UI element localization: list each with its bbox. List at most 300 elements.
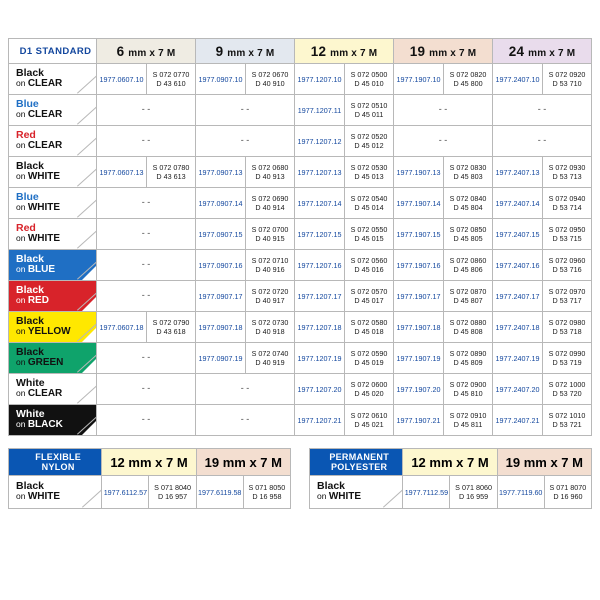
cell-article: 1977.2407.20 (493, 374, 543, 405)
cell-article: 1977.1907.10 (394, 64, 444, 95)
row-label-white-on-black (9, 405, 97, 436)
cell-article: 1977.2407.16 (493, 250, 543, 281)
row-label-prefix: on (317, 491, 329, 502)
cell-codes (149, 476, 196, 509)
cell-code-s: S 072 0940 (548, 194, 586, 203)
cell-code-d: D 40 913 (255, 172, 285, 181)
cell-article: 1977.1907.13 (394, 157, 444, 188)
cell-code-s: S 072 0600 (350, 380, 388, 389)
cell-article: 1977.0907.13 (196, 157, 246, 188)
row-label-line1: Red (16, 221, 36, 234)
cell-code-d: D 45 021 (354, 420, 384, 429)
cell-codes (444, 188, 493, 219)
cell-codes (444, 219, 493, 250)
cell-code-s: S 072 1010 (548, 411, 586, 420)
header-size-19mm-value: 19 (409, 43, 426, 59)
row-label-color: BLUE (27, 264, 56, 276)
cell-article: 1977.1907.20 (394, 374, 444, 405)
flexible-header-row (9, 449, 291, 476)
cell-article: 1977.1907.19 (394, 343, 444, 374)
row-label-color: CLEAR (27, 109, 63, 121)
cell-codes (246, 250, 295, 281)
cell-codes (345, 126, 394, 157)
cell-code-s: S 072 0590 (350, 349, 388, 358)
cell-article: 1977.0907.10 (196, 64, 246, 95)
cell-code-s: S 071 8060 (455, 483, 492, 492)
table-row (9, 374, 592, 405)
cell-code-s: S 072 0980 (548, 318, 586, 327)
row-label-line2: on GREEN (16, 357, 64, 369)
cell-code-d: D 40 914 (255, 203, 285, 212)
cell-code-d: D 40 919 (255, 358, 285, 367)
row-label-prefix: on (16, 491, 28, 502)
polyester-header-row (310, 449, 592, 476)
cell-article: 1977.1207.17 (295, 281, 345, 312)
flexible-size-12mm-unit: mm x 7 M (128, 454, 188, 470)
cell-article: 1977.0607.10 (97, 64, 147, 95)
cell-code-s: S 072 0920 (548, 70, 586, 79)
cell-codes (246, 343, 295, 374)
polyester-size-12mm-value: 12 (411, 454, 426, 470)
cell-code-d: D 45 811 (453, 420, 483, 429)
table-row (9, 64, 592, 95)
table-row (9, 405, 592, 436)
cell-codes (444, 64, 493, 95)
header-size-12mm-unit: mm x 7 M (330, 47, 378, 59)
cell-code-d: D 45 011 (354, 110, 384, 119)
cell-codes (543, 405, 592, 436)
cell-article: 1977.1907.18 (394, 312, 444, 343)
table-row (9, 157, 592, 188)
cell-code-s: S 072 0820 (449, 70, 487, 79)
cell-code-s: S 072 0610 (350, 411, 388, 420)
cell-article: 1977.1907.15 (394, 219, 444, 250)
cell-codes (345, 95, 394, 126)
cell-code-d: D 53 721 (552, 420, 582, 429)
flexible-size-19mm-value: 19 (204, 454, 220, 470)
cell-article: 1977.1207.15 (295, 219, 345, 250)
table-row (9, 312, 592, 343)
header-size-9mm-unit: mm x 7 M (227, 47, 275, 59)
row-label-black-on-white (9, 157, 97, 188)
row-label-white-on-clear (9, 374, 97, 405)
cell-code-s: S 072 0960 (548, 256, 586, 265)
cell-codes (543, 281, 592, 312)
cell-empty: - - (493, 126, 592, 157)
row-label-line2: on WHITE (16, 171, 61, 183)
cell-article: 1977.1907.16 (394, 250, 444, 281)
folded-corner-line-icon (76, 291, 96, 311)
folded-corner-line-icon (76, 353, 96, 373)
cell-code-d: D 45 016 (354, 265, 384, 274)
cell-article: 1977.1207.16 (295, 250, 345, 281)
cell-code-d: D 40 910 (255, 79, 285, 88)
cell-code-s: S 072 0740 (251, 349, 289, 358)
cell-code-d: D 16 958 (252, 492, 282, 501)
cell-codes (345, 312, 394, 343)
row-label-line1: Blue (16, 97, 39, 110)
cell-code-d: D 45 015 (354, 234, 384, 243)
cell-code-s: S 072 0890 (449, 349, 487, 358)
cell-codes (243, 476, 290, 509)
cell-article: 1977.7112.59 (403, 476, 450, 509)
folded-corner-line-icon (76, 74, 96, 94)
cell-article: 1977.1207.11 (295, 95, 345, 126)
row-label-line2: on WHITE (16, 202, 61, 214)
cell-code-s: S 072 0730 (251, 318, 289, 327)
folded-corner-line-icon (81, 488, 101, 508)
cell-code-s: S 072 0870 (449, 287, 487, 296)
row-label-line1: Black (16, 252, 45, 265)
folded-corner-line-icon (76, 198, 96, 218)
cell-code-s: S 072 0830 (449, 163, 487, 172)
cell-code-s: S 072 0950 (548, 225, 586, 234)
cell-code-d: D 45 014 (354, 203, 384, 212)
cell-empty: - - (97, 95, 196, 126)
cell-code-d: D 45 020 (354, 389, 384, 398)
cell-code-s: S 072 0540 (350, 194, 388, 203)
header-size-19mm (394, 39, 493, 64)
cell-empty: - - (97, 219, 196, 250)
polyester-size-12mm-unit: mm x 7 M (429, 454, 489, 470)
table-row (9, 126, 592, 157)
header-flexible-nylon (9, 449, 102, 476)
cell-empty: - - (196, 126, 295, 157)
cell-code-d: D 45 806 (453, 265, 483, 274)
cell-code-d: D 53 716 (552, 265, 582, 274)
header-size-19mm-unit: mm x 7 M (429, 47, 477, 59)
folded-corner-line-icon (76, 260, 96, 280)
cell-code-d: D 43 613 (156, 172, 186, 181)
cell-code-d: D 45 804 (453, 203, 483, 212)
cell-code-s: S 072 0550 (350, 225, 388, 234)
header-permanent-polyester-l2: POLYESTER (330, 462, 388, 472)
polyester-size-19mm-unit: mm x 7 M (523, 454, 583, 470)
cell-article: 1977.2407.17 (493, 281, 543, 312)
row-label-blue-on-white (9, 188, 97, 219)
cell-empty: - - (97, 250, 196, 281)
cell-empty: - - (97, 126, 196, 157)
cell-codes (345, 64, 394, 95)
cell-codes (147, 157, 196, 188)
row-label-color: YELLOW (27, 326, 71, 338)
row-label-black-on-blue (9, 250, 97, 281)
cell-codes (543, 157, 592, 188)
cell-code-s: S 072 0840 (449, 194, 487, 203)
cell-codes (543, 343, 592, 374)
header-size-24mm (493, 39, 592, 64)
header-size-9mm (196, 39, 295, 64)
cell-codes (147, 312, 196, 343)
row-label-black-on-yellow (9, 312, 97, 343)
permanent-polyester-table (309, 448, 592, 509)
row-label-black-on-clear (9, 64, 97, 95)
row-label-color: CLEAR (27, 388, 63, 400)
header-size-9mm-value: 9 (215, 43, 224, 59)
folded-corner-line-icon (76, 167, 96, 187)
cell-article: 1977.1207.20 (295, 374, 345, 405)
row-label-black-on-green (9, 343, 97, 374)
cell-codes (345, 188, 394, 219)
cell-code-s: S 072 0530 (350, 163, 388, 172)
header-flexible-nylon-l2: NYLON (41, 462, 75, 472)
row-label-flexible (9, 476, 102, 509)
table-row (9, 95, 592, 126)
cell-codes (444, 405, 493, 436)
cell-code-d: D 40 915 (255, 234, 285, 243)
cell-code-s: S 072 0580 (350, 318, 388, 327)
cell-codes (246, 188, 295, 219)
table-header-row (9, 39, 592, 64)
cell-article: 1977.1207.14 (295, 188, 345, 219)
cell-codes (147, 64, 196, 95)
cell-empty: - - (97, 343, 196, 374)
cell-codes (543, 219, 592, 250)
cell-article: 1977.1207.21 (295, 405, 345, 436)
folded-corner-line-icon (76, 322, 96, 342)
cell-article: 1977.1907.21 (394, 405, 444, 436)
header-size-24mm-value: 24 (508, 43, 525, 59)
flexible-header-size-12mm (102, 449, 196, 476)
cell-empty: - - (97, 405, 196, 436)
cell-article: 1977.1207.10 (295, 64, 345, 95)
cell-codes (444, 343, 493, 374)
row-label-color: RED (27, 295, 49, 307)
row-label-line1: Black (16, 66, 45, 79)
cell-code-d: D 40 918 (255, 327, 285, 336)
row-label-line2: on BLUE (16, 264, 56, 276)
cell-code-d: D 45 805 (453, 234, 483, 243)
cell-code-d: D 53 718 (552, 327, 582, 336)
polyester-header-size-19mm (497, 449, 591, 476)
cell-code-s: S 071 8050 (248, 483, 286, 492)
cell-code-d: D 43 610 (156, 79, 186, 88)
header-permanent-polyester (310, 449, 403, 476)
cell-article: 1977.2407.15 (493, 219, 543, 250)
row-label-line2: on CLEAR (16, 109, 63, 121)
row-label-line1: Blue (16, 190, 39, 203)
cell-article: 1977.0907.18 (196, 312, 246, 343)
table-row (9, 188, 592, 219)
row-label-color: WHITE (328, 491, 362, 503)
row-label-line1: Black (317, 479, 346, 492)
polyester-row-black-on-white (310, 476, 592, 509)
cell-empty: - - (196, 405, 295, 436)
cell-codes (444, 374, 493, 405)
cell-code-s: S 072 0910 (449, 411, 487, 420)
cell-article: 1977.6112.57 (102, 476, 149, 509)
row-label-color: WHITE (27, 171, 61, 183)
polyester-header-size-12mm (403, 449, 497, 476)
cell-code-s: S 071 8040 (154, 483, 191, 492)
table-row (9, 343, 592, 374)
cell-code-d: D 45 013 (354, 172, 384, 181)
cell-code-d: D 45 010 (354, 79, 384, 88)
cell-codes (345, 157, 394, 188)
cell-empty: - - (97, 188, 196, 219)
cell-code-s: S 072 0970 (548, 287, 586, 296)
cell-empty: - - (196, 95, 295, 126)
cell-code-s: S 072 0780 (152, 163, 190, 172)
row-label-color: GREEN (27, 357, 64, 369)
cell-codes (450, 476, 497, 509)
cell-codes (444, 312, 493, 343)
cell-article: 1977.0907.14 (196, 188, 246, 219)
cell-article: 1977.0607.13 (97, 157, 147, 188)
cell-code-s: S 072 0770 (152, 70, 190, 79)
row-label-color: BLACK (27, 419, 63, 431)
cell-code-d: D 45 803 (453, 172, 483, 181)
cell-article: 1977.2407.14 (493, 188, 543, 219)
cell-code-s: S 072 0720 (251, 287, 289, 296)
cell-code-d: D 40 916 (255, 265, 285, 274)
cell-article: 1977.1907.17 (394, 281, 444, 312)
cell-empty: - - (493, 95, 592, 126)
flexible-size-12mm-value: 12 (110, 454, 125, 470)
cell-codes (444, 157, 493, 188)
cell-code-s: S 072 1000 (548, 380, 586, 389)
flexible-row-black-on-white (9, 476, 291, 509)
flexible-nylon-table (8, 448, 291, 509)
row-label-color: CLEAR (27, 78, 63, 90)
row-label-color: CLEAR (27, 140, 63, 152)
cell-code-s: S 072 0900 (449, 380, 487, 389)
cell-code-d: D 45 012 (354, 141, 384, 150)
header-d1-standard: D1 STANDARD (9, 39, 97, 64)
cell-article: 1977.1207.13 (295, 157, 345, 188)
cell-article: 1977.0607.18 (97, 312, 147, 343)
cell-article: 1977.2407.21 (493, 405, 543, 436)
flexible-header-size-19mm (196, 449, 290, 476)
cell-article: 1977.0907.19 (196, 343, 246, 374)
cell-article: 1977.0907.15 (196, 219, 246, 250)
bottom-tables (8, 448, 592, 509)
cell-code-d: D 53 715 (552, 234, 582, 243)
row-label-line1: Black (16, 345, 45, 358)
cell-code-d: D 45 810 (453, 389, 483, 398)
cell-code-d: D 40 917 (255, 296, 285, 305)
cell-code-d: D 53 719 (552, 358, 582, 367)
cell-article: 1977.2407.19 (493, 343, 543, 374)
cell-codes (543, 64, 592, 95)
row-label-line1: Black (16, 479, 45, 492)
cell-codes (544, 476, 591, 509)
cell-code-s: S 072 0850 (449, 225, 487, 234)
polyester-size-19mm-value: 19 (505, 454, 521, 470)
cell-codes (543, 312, 592, 343)
folded-corner-line-icon (76, 384, 96, 404)
cell-code-s: S 072 0500 (350, 70, 388, 79)
row-label-line1: White (16, 407, 45, 420)
cell-code-d: D 45 800 (453, 79, 483, 88)
row-label-polyester (310, 476, 403, 509)
cell-article: 1977.7119.60 (497, 476, 544, 509)
cell-code-s: S 072 0560 (350, 256, 388, 265)
row-label-line2: on WHITE (16, 233, 61, 245)
folded-corner-line-icon (76, 229, 96, 249)
cell-code-s: S 072 0930 (548, 163, 586, 172)
cell-codes (543, 250, 592, 281)
cell-code-d: D 45 017 (354, 296, 384, 305)
cell-article: 1977.1907.14 (394, 188, 444, 219)
cell-codes (246, 281, 295, 312)
cell-code-s: S 072 0710 (251, 256, 289, 265)
cell-codes (246, 312, 295, 343)
cell-code-d: D 45 807 (453, 296, 483, 305)
cell-article: 1977.0907.16 (196, 250, 246, 281)
table-row (9, 219, 592, 250)
header-size-6mm (97, 39, 196, 64)
cell-code-s: S 072 0700 (251, 225, 289, 234)
cell-codes (543, 188, 592, 219)
cell-code-s: S 072 0690 (251, 194, 289, 203)
row-label-line1: Black (16, 283, 45, 296)
cell-codes (345, 343, 394, 374)
folded-corner-line-icon (382, 488, 402, 508)
row-label-color: WHITE (27, 491, 61, 503)
cell-code-d: D 45 808 (453, 327, 483, 336)
header-permanent-polyester-l1: PERMANENT (329, 451, 390, 462)
cell-article: 1977.0907.17 (196, 281, 246, 312)
row-label-line2: on BLACK (16, 419, 63, 431)
cell-code-s: S 072 0990 (548, 349, 586, 358)
row-label-line2: on RED (16, 295, 49, 307)
cell-article: 1977.1207.12 (295, 126, 345, 157)
table-body (9, 64, 592, 436)
cell-article: 1977.6119.58 (196, 476, 243, 509)
cell-code-d: D 53 717 (552, 296, 582, 305)
cell-code-d: D 45 809 (453, 358, 483, 367)
folded-corner-line-icon (76, 105, 96, 125)
cell-code-s: S 072 0670 (251, 70, 289, 79)
row-label-line1: White (16, 376, 45, 389)
cell-codes (345, 281, 394, 312)
folded-corner-line-icon (76, 136, 96, 156)
cell-codes (543, 374, 592, 405)
cell-article: 1977.2407.18 (493, 312, 543, 343)
cell-codes (345, 374, 394, 405)
header-size-6mm-unit: mm x 7 M (128, 47, 176, 59)
flexible-size-19mm-unit: mm x 7 M (222, 454, 282, 470)
header-size-6mm-value: 6 (116, 43, 125, 59)
cell-code-d: D 53 713 (552, 172, 582, 181)
cell-codes (444, 281, 493, 312)
folded-corner-line-icon (76, 415, 96, 435)
row-label-line1: Red (16, 128, 36, 141)
cell-code-s: S 072 0680 (251, 163, 289, 172)
row-label-line2: on CLEAR (16, 388, 63, 400)
table-row (9, 281, 592, 312)
cell-article: 1977.1207.18 (295, 312, 345, 343)
cell-codes (345, 219, 394, 250)
cell-code-s: S 072 0510 (350, 101, 388, 110)
cell-code-s: S 072 0860 (449, 256, 487, 265)
cell-code-s: S 072 0880 (449, 318, 487, 327)
row-label-red-on-clear (9, 126, 97, 157)
cell-article: 1977.2407.10 (493, 64, 543, 95)
cell-code-s: S 072 0520 (350, 132, 388, 141)
cell-code-s: S 072 0570 (350, 287, 388, 296)
cell-codes (246, 219, 295, 250)
cell-article: 1977.1207.19 (295, 343, 345, 374)
header-size-12mm-value: 12 (310, 43, 327, 59)
cell-code-d: D 45 018 (354, 327, 384, 336)
row-label-line1: Black (16, 314, 45, 327)
cell-article: 1977.2407.13 (493, 157, 543, 188)
cell-empty: - - (394, 126, 493, 157)
row-label-color: WHITE (27, 202, 61, 214)
row-label-blue-on-clear (9, 95, 97, 126)
